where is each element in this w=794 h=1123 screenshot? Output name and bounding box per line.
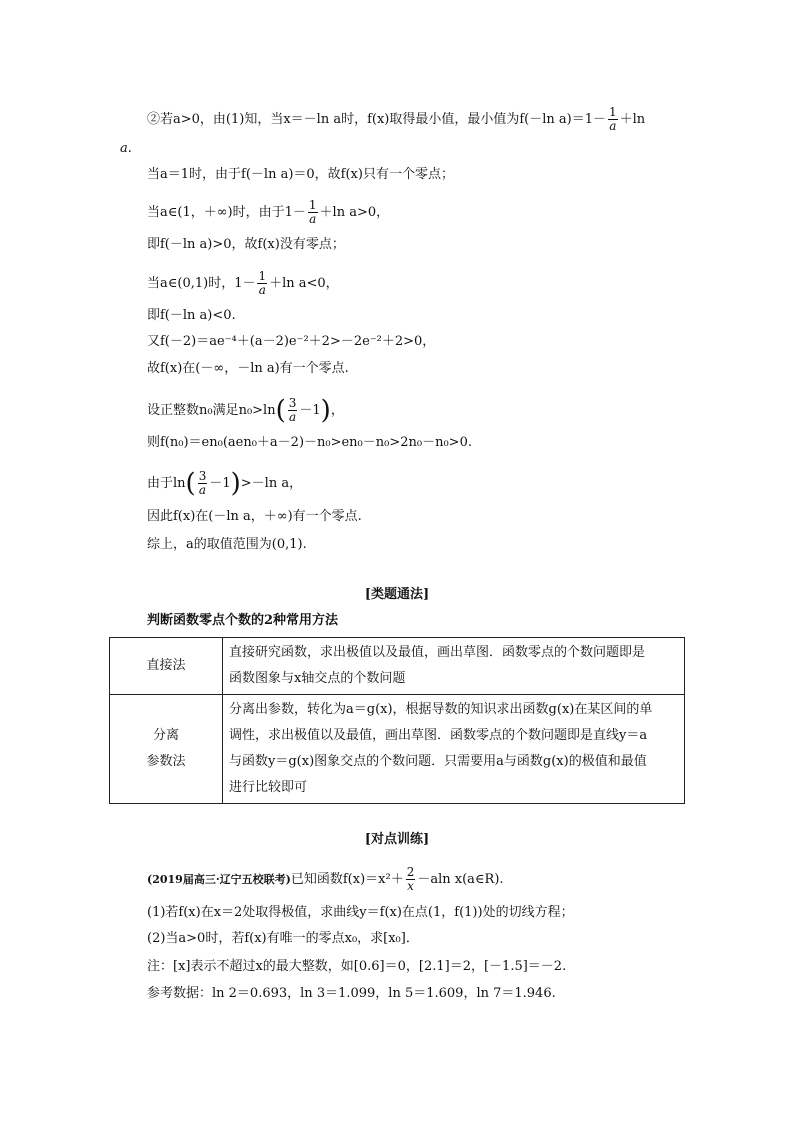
- fraction: [198, 470, 208, 497]
- fraction: [406, 866, 416, 893]
- solution-line-12: [147, 470, 302, 497]
- note: 注：[x]表示不超过x的最大整数，如[0.6]＝0，[2.1]＝2，[－1.5]＝－2.: [147, 959, 567, 974]
- problem-source: (2019届高三·辽宁五校联考): [147, 873, 291, 886]
- solution-line-9: 故f(x)在(－∞，－ln a)有一个零点.: [147, 361, 349, 376]
- paren-close: ): [320, 395, 331, 426]
- frac-num: 1: [258, 269, 267, 283]
- method-name: 参数法: [146, 754, 186, 769]
- solution-line-7: 即f(－ln a)<0.: [147, 308, 236, 323]
- fraction: [257, 270, 267, 297]
- method-desc-line: 分离出参数，转化为a＝g(x)，根据导数的知识求出函数g(x)在某区间的单: [229, 702, 653, 717]
- method-desc-cell: [223, 695, 685, 804]
- section-subtitle: 判断函数零点个数的2种常用方法: [147, 613, 339, 628]
- method-desc-cell: [223, 638, 685, 695]
- text: 当a∈(0,1)时，1－: [147, 276, 256, 291]
- method-desc-line: 进行比较即可: [229, 780, 308, 795]
- frac-den: a: [609, 119, 617, 133]
- frac-den: a: [309, 212, 317, 226]
- method-name-cell: [110, 695, 223, 804]
- solution-line-8: 又f(－2)＝ae⁻⁴＋(a－2)e⁻²＋2>－2e⁻²＋2>0，: [147, 334, 436, 349]
- text: 由于ln: [147, 476, 186, 491]
- method-name: 直接法: [146, 658, 186, 673]
- text: －aln x(a∈R).: [417, 872, 504, 887]
- text: ＋ln a<0，: [269, 276, 339, 291]
- frac-den: a: [258, 283, 266, 297]
- solution-line-10: [147, 397, 344, 424]
- paren-open: (: [185, 468, 196, 499]
- frac-num: 2: [406, 865, 415, 879]
- solution-line-1: [147, 106, 645, 133]
- methods-table: [109, 637, 685, 804]
- method-desc-line: 函数图象与x轴交点的个数问题: [229, 671, 406, 686]
- frac-num: 1: [308, 198, 317, 212]
- fraction: [308, 199, 318, 226]
- solution-line-13: 因此f(x)在(－ln a，＋∞)有一个零点.: [147, 509, 362, 524]
- fraction: [608, 106, 618, 133]
- text: 设正整数n₀满足n₀>ln: [147, 403, 276, 418]
- fraction: [288, 397, 298, 424]
- text: ，: [330, 403, 344, 418]
- text: －1: [209, 476, 231, 491]
- question-2: (2)当a>0时，若f(x)有唯一的零点x₀，求[x₀]．: [147, 931, 419, 946]
- section-heading-practice: [对点训练]: [364, 832, 430, 847]
- problem-statement: [147, 866, 504, 893]
- method-desc-line: 直接研究函数，求出极值以及最值，画出草图．函数零点的个数问题即是: [229, 645, 646, 660]
- solution-line-3: 当a＝1时，由于f(－ln a)＝0，故f(x)只有一个零点；: [147, 167, 454, 182]
- solution-line-5: 即f(－ln a)>0，故f(x)没有零点；: [147, 237, 345, 252]
- frac-num: 3: [198, 469, 207, 483]
- solution-line-4: [147, 199, 389, 226]
- paren-open: (: [275, 395, 286, 426]
- text: ＋ln a>0，: [319, 205, 390, 220]
- text: >－ln a，: [240, 476, 303, 491]
- text: ②若a>0，由(1)知，当x＝－ln a时，f(x)取得最小值，最小值为f(－ln a)＝1－: [147, 112, 606, 127]
- method-name-cell: [110, 638, 223, 695]
- paren-close: ): [230, 468, 241, 499]
- frac-num: 3: [288, 396, 297, 410]
- reference-data: 参考数据：ln 2＝0.693，ln 3＝1.099，ln 5＝1.609，ln 7＝1.946.: [147, 986, 556, 1001]
- method-desc-line: 与函数y＝g(x)图象交点的个数问题．只需要用a与函数g(x)的极值和最值: [229, 754, 647, 769]
- table-row: [110, 695, 685, 804]
- frac-den: x: [407, 879, 414, 893]
- solution-line-6: [147, 270, 339, 297]
- text: ＋ln: [619, 112, 646, 127]
- question-1: (1)若f(x)在x＝2处取得极值，求曲线y＝f(x)在点(1，f(1))处的切线方程；: [147, 905, 574, 920]
- method-name: 分离: [152, 728, 179, 743]
- method-desc-line: 调性，求出极值以及最值，画出草图．函数零点的个数问题即是直线y＝a: [229, 728, 648, 743]
- frac-num: 1: [609, 105, 617, 119]
- solution-line-2: a.: [120, 141, 132, 156]
- text: 已知函数f(x)＝x²＋: [290, 872, 404, 887]
- solution-line-11: 则f(n₀)＝en₀(aen₀＋a－2)－n₀>en₀－n₀>2n₀－n₀>0.: [147, 435, 472, 450]
- table-row: [110, 638, 685, 695]
- text: 当a∈(1，＋∞)时，由于1－: [147, 205, 306, 220]
- frac-den: a: [288, 410, 297, 424]
- section-heading-methods: [类题通法]: [364, 587, 430, 602]
- solution-line-14: 综上，a的取值范围为(0,1).: [147, 537, 307, 552]
- text: －1: [299, 403, 321, 418]
- frac-den: a: [198, 483, 207, 497]
